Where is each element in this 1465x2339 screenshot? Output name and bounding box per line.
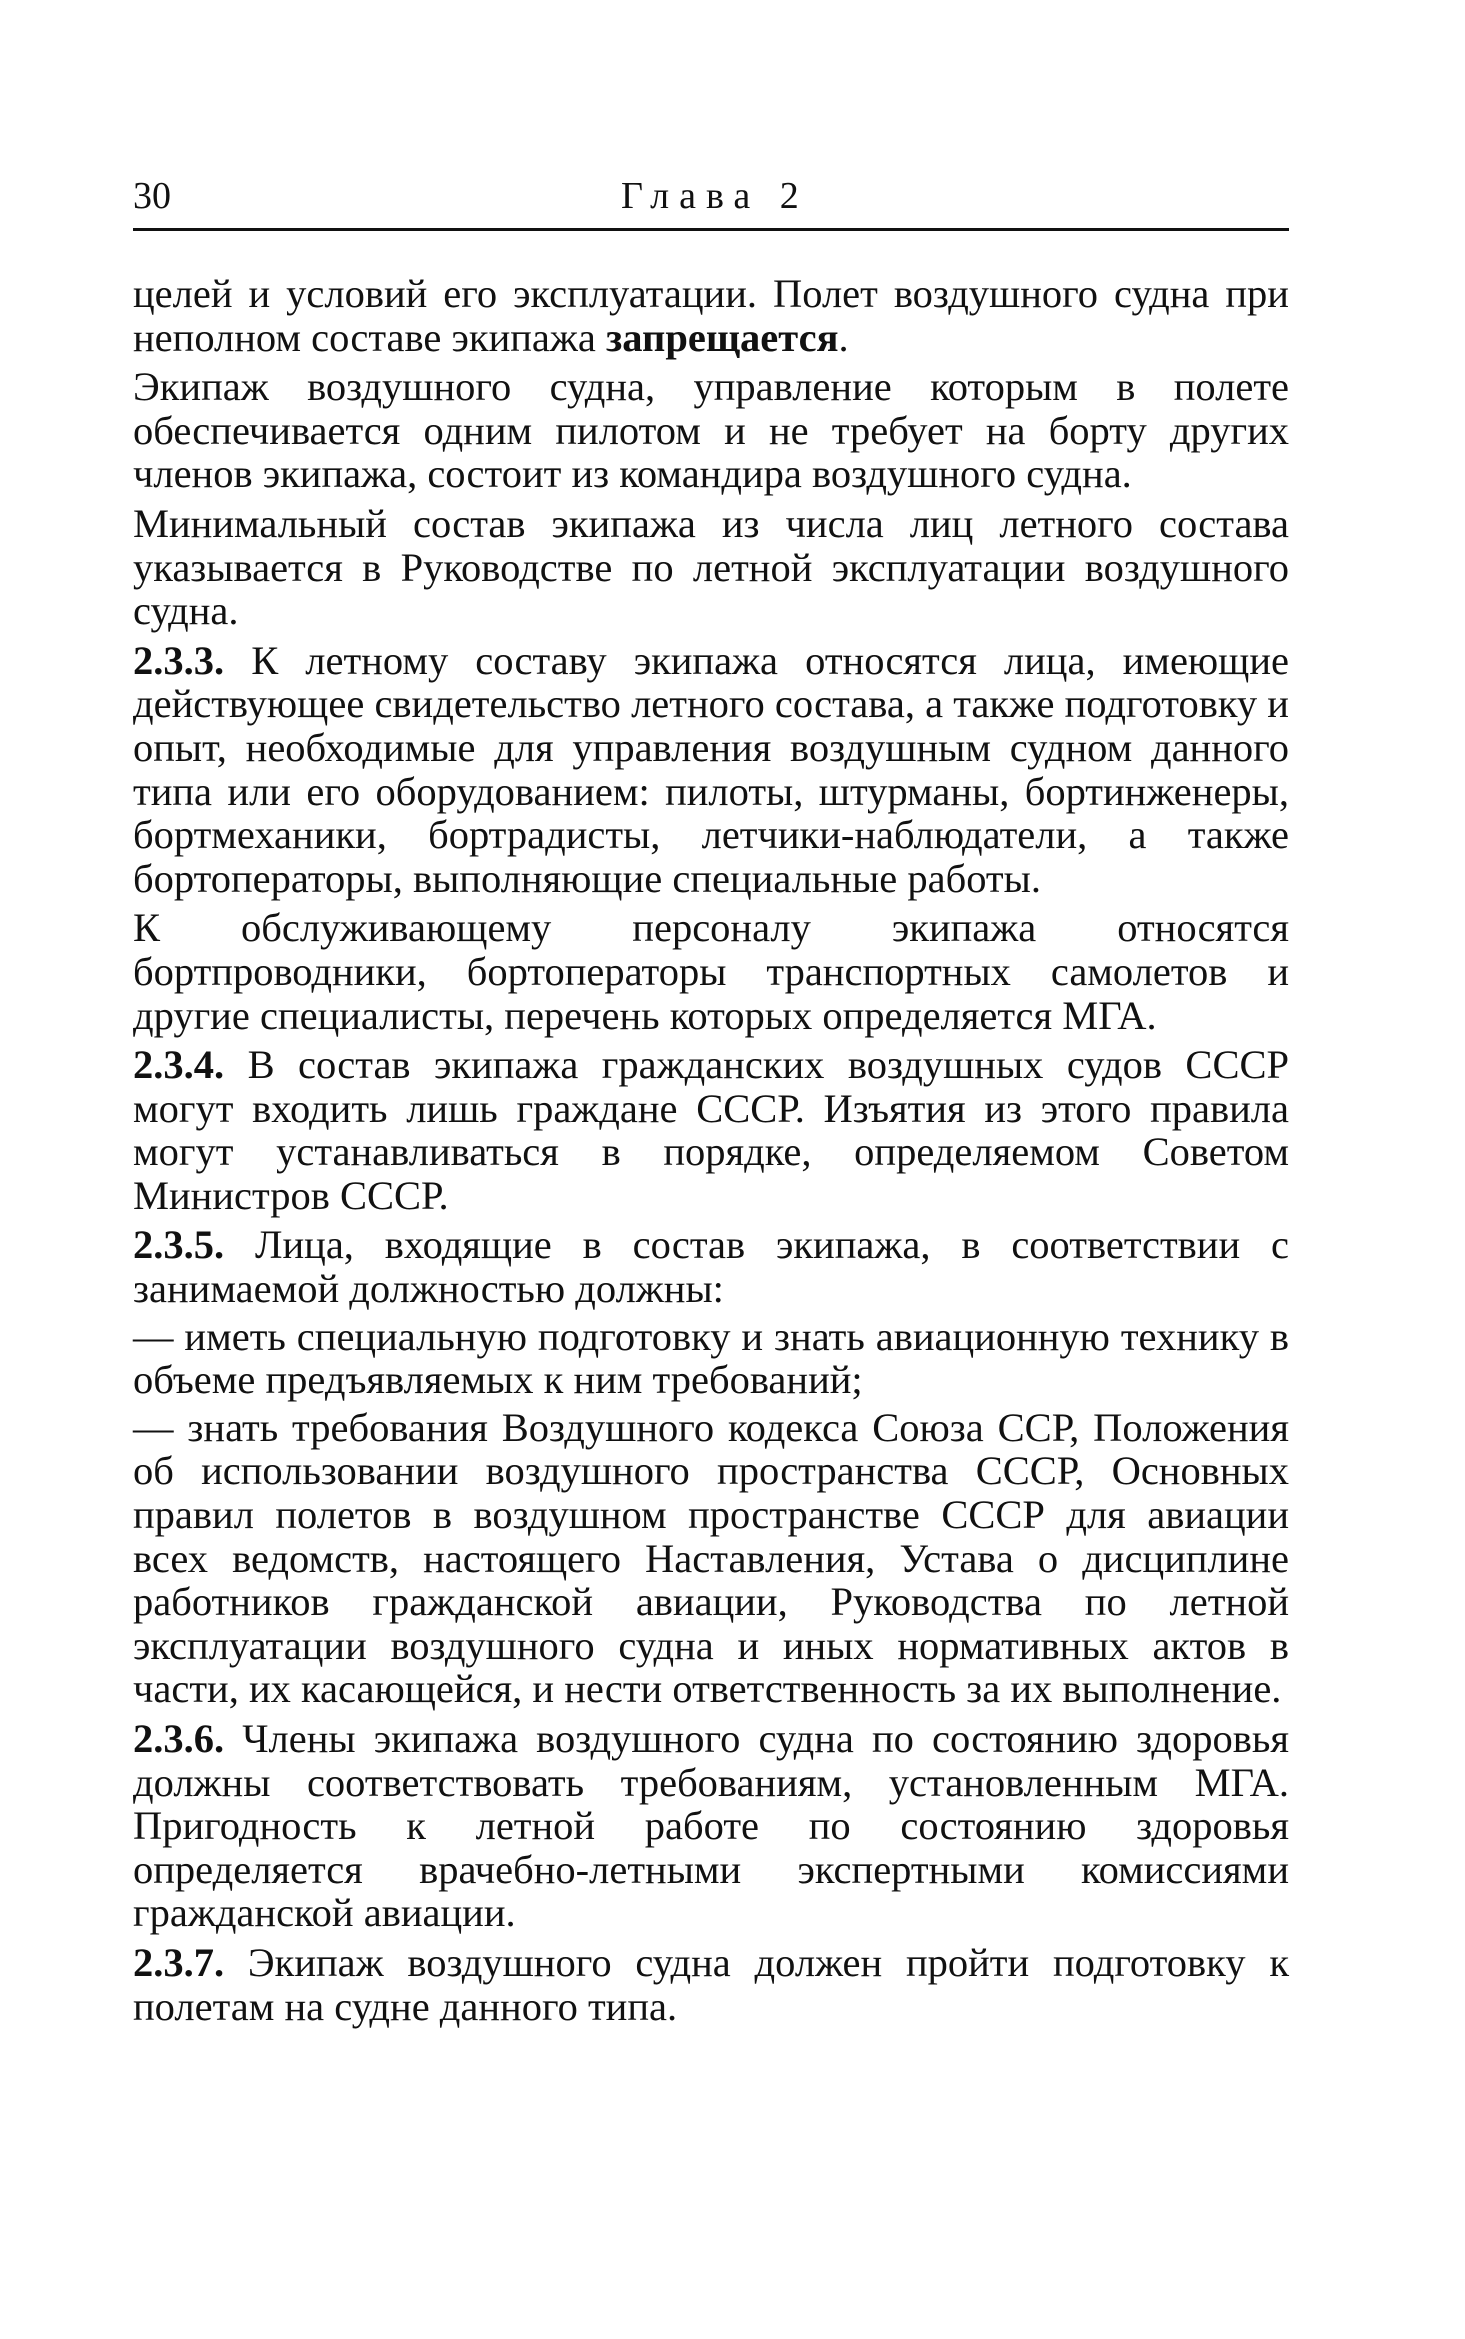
section-number: 2.3.3. [133, 637, 225, 683]
paragraph-single-pilot-crew [133, 365, 1289, 496]
paragraph-minimum-crew [133, 502, 1289, 633]
paragraph-continuation [133, 272, 1289, 359]
chapter-title: Глава 2 [621, 175, 809, 217]
section-2-3-4 [133, 1043, 1289, 1217]
paragraph-text: Минимальный состав экипажа из числа лиц летного состава указывается в Руководстве по летной эксплуатации воздушного судна. [133, 500, 1289, 634]
paragraph-text: — иметь специальную подготовку и знать авиационную технику в объеме предъявляемых к ним требований; [133, 1313, 1289, 1403]
paragraph-text: — знать требования Воздушного кодекса Союза ССР, Положения об использовании воздушного пространства СССР, Основных правил полетов в воздушном пространстве СССР для авиации всех ведомств, настоящего Наставления, Устава о дисциплине работников гражданской авиации, Руководства по летной эксплуатации воздушного судна и иных нормативных актов в части, их касающейся, и нести ответственность за их выполнение. [133, 1404, 1289, 1712]
paragraph-text: Экипаж воздушного судна, управление которым в полете обеспечивается одним пилотом и не требует на борту других членов экипажа, состоит из командира воздушного судна. [133, 364, 1289, 497]
running-head [133, 168, 1289, 224]
section-2-3-5 [133, 1223, 1289, 1310]
page-number: 30 [133, 175, 171, 217]
section-number: 2.3.4. [133, 1042, 225, 1088]
paragraph-text: Члены экипажа воздушного судна по состоянию здоровья должны соответствовать требованиям, установленным МГА. Пригодность к летной работе по состоянию здоровья определяется врачебно-летными экспертными комиссиями гражданской авиации. [133, 1716, 1290, 1936]
section-number: 2.3.7. [133, 1939, 225, 1985]
list-item-requirements [133, 1406, 1289, 1711]
paragraph-text: Экипаж воздушного судна должен пройти подготовку к полетам на судне данного типа. [133, 1939, 1289, 2029]
paragraph-text: К летному составу экипажа относятся лица, имеющие действующее свидетельство летного состава, а также подготовку и опыт, необходимые для управления воздушным судном данного типа или его оборудованием: пилоты, штурманы, бортинженеры, бортмеханики, бортрадисты, летчики-наблюдатели, а также бортоператоры, выполняющие специальные работы. [133, 637, 1290, 901]
paragraph-tail: . [838, 314, 849, 360]
paragraph-text: К обслуживающему персоналу экипажа относятся бортпроводники, бортоператоры транспортных самолетов и другие специалисты, перечень которых определяется МГА. [133, 905, 1289, 1038]
paragraph-cabin-crew [133, 906, 1289, 1037]
emphasis-text: запрещается [606, 314, 839, 360]
section-number: 2.3.6. [133, 1716, 225, 1761]
paragraph-text: В состав экипажа гражданских воздушных судов СССР могут входить лишь граждане СССР. Изъятия из этого правила могут устанавливаться в порядке, определяемом Советом Министров СССР. [133, 1042, 1289, 1218]
section-2-3-7 [133, 1941, 1289, 2028]
section-2-3-6 [133, 1717, 1289, 1935]
header-rule [133, 228, 1289, 231]
section-2-3-3 [133, 639, 1289, 901]
list-item-training [133, 1315, 1289, 1402]
paragraph-text: Лица, входящие в состав экипажа, в соответствии с занимаемой должностью должны: [133, 1222, 1290, 1312]
section-number: 2.3.5. [133, 1222, 225, 1268]
paragraph-text: целей и условий его эксплуатации. Полет воздушного судна при неполном составе экипажа [133, 271, 1289, 360]
body-text [133, 272, 1289, 2034]
